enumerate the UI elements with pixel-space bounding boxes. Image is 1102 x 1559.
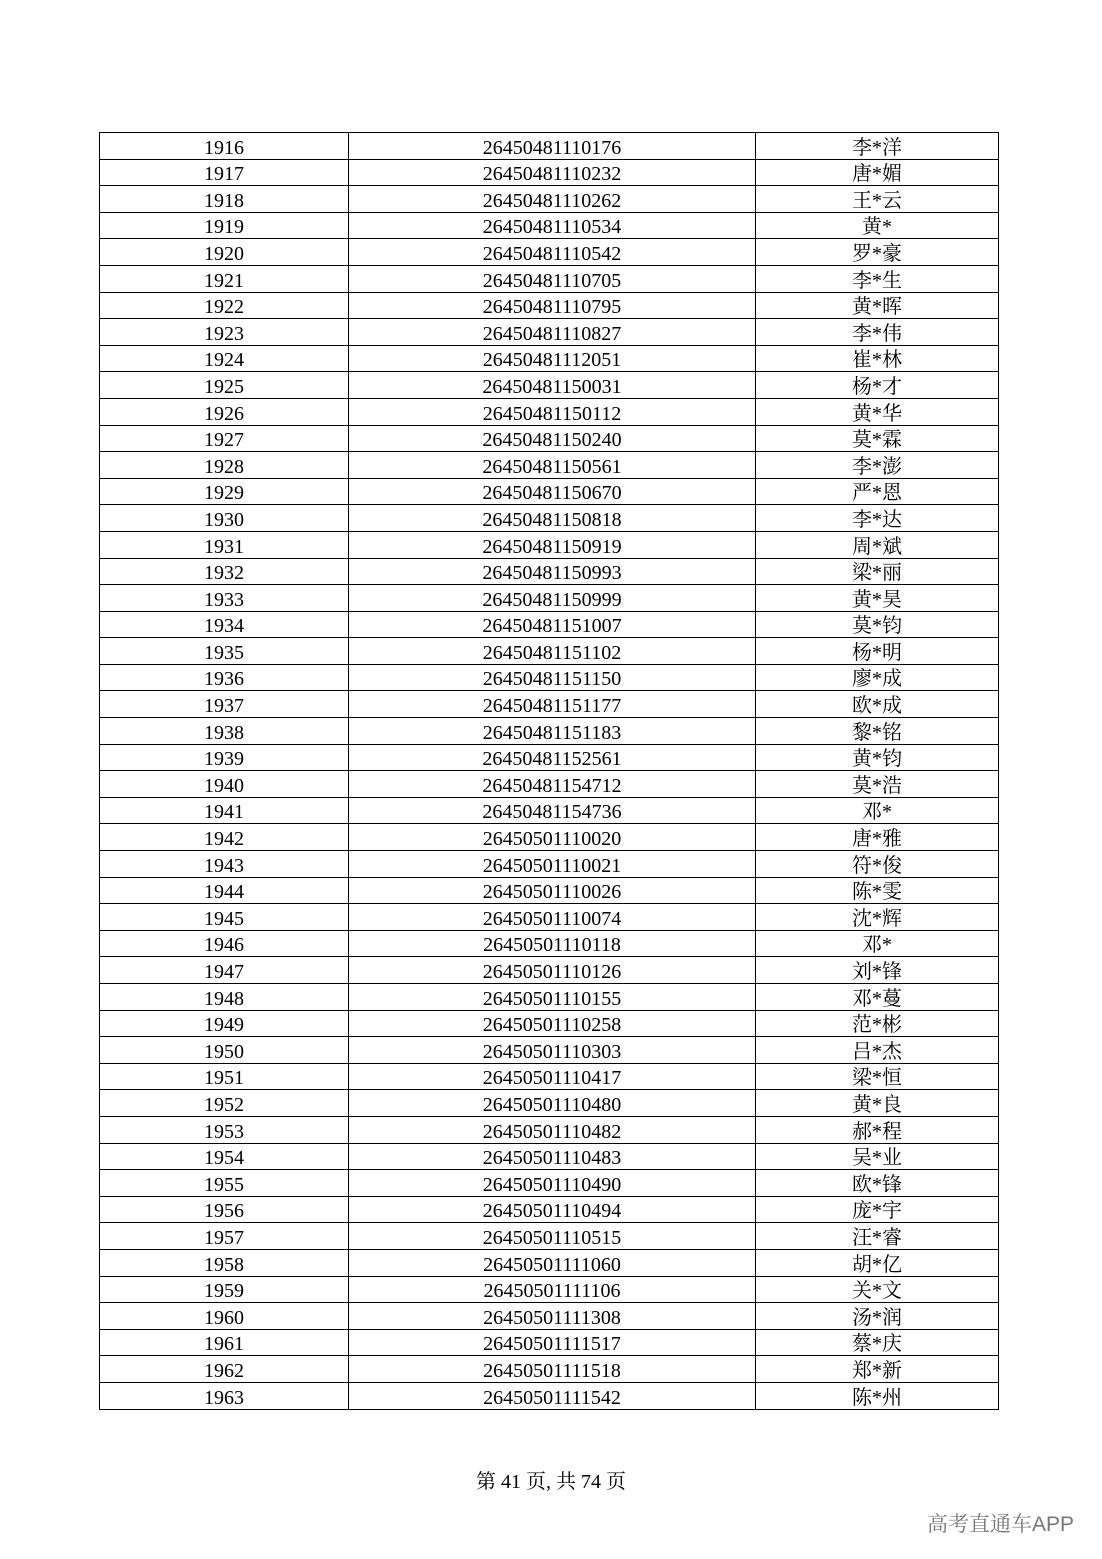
exam-number-cell: 26450501110482	[349, 1116, 756, 1143]
name-cell: 黄*	[756, 212, 999, 239]
serial-number-cell: 1919	[100, 212, 349, 239]
table-row	[100, 824, 999, 851]
exam-number-cell: 26450501110417	[349, 1063, 756, 1090]
serial-number-cell: 1959	[100, 1276, 349, 1303]
name-cell: 梁*丽	[756, 558, 999, 585]
table-row	[100, 691, 999, 718]
name-cell: 莫*浩	[756, 771, 999, 798]
serial-number-cell: 1921	[100, 265, 349, 292]
exam-number-cell: 26450481150031	[349, 372, 756, 399]
name-cell: 王*云	[756, 186, 999, 213]
name-cell: 李*伟	[756, 319, 999, 346]
table-row	[100, 585, 999, 612]
exam-number-cell: 26450501111542	[349, 1382, 756, 1409]
serial-number-cell: 1941	[100, 797, 349, 824]
name-cell: 吴*业	[756, 1143, 999, 1170]
table-row	[100, 531, 999, 558]
name-cell: 郑*新	[756, 1356, 999, 1383]
serial-number-cell: 1961	[100, 1329, 349, 1356]
table-row	[100, 1196, 999, 1223]
name-cell: 欧*成	[756, 691, 999, 718]
serial-number-cell: 1922	[100, 292, 349, 319]
serial-number-cell: 1936	[100, 664, 349, 691]
table-row	[100, 1356, 999, 1383]
serial-number-cell: 1963	[100, 1382, 349, 1409]
name-cell: 沈*辉	[756, 904, 999, 931]
table-row	[100, 1063, 999, 1090]
table-row	[100, 1116, 999, 1143]
name-cell: 廖*成	[756, 664, 999, 691]
serial-number-cell: 1932	[100, 558, 349, 585]
serial-number-cell: 1940	[100, 771, 349, 798]
table-row	[100, 1090, 999, 1117]
table-row	[100, 797, 999, 824]
name-cell: 陈*雯	[756, 877, 999, 904]
page-footer	[0, 1465, 1102, 1494]
exam-number-cell: 26450481152561	[349, 744, 756, 771]
name-cell: 邓*蔓	[756, 984, 999, 1011]
serial-number-cell: 1916	[100, 133, 349, 160]
table-row	[100, 452, 999, 479]
exam-number-cell: 26450501110515	[349, 1223, 756, 1250]
name-cell: 李*生	[756, 265, 999, 292]
exam-number-cell: 26450481151150	[349, 664, 756, 691]
table-row	[100, 1010, 999, 1037]
table-row	[100, 1249, 999, 1276]
name-cell: 陈*州	[756, 1382, 999, 1409]
serial-number-cell: 1955	[100, 1170, 349, 1197]
name-cell: 莫*霖	[756, 425, 999, 452]
table-row	[100, 851, 999, 878]
name-cell: 关*文	[756, 1276, 999, 1303]
exam-number-cell: 26450501111517	[349, 1329, 756, 1356]
table-row	[100, 1382, 999, 1409]
exam-number-cell: 26450501110126	[349, 957, 756, 984]
serial-number-cell: 1929	[100, 478, 349, 505]
serial-number-cell: 1935	[100, 638, 349, 665]
exam-number-cell: 26450501110490	[349, 1170, 756, 1197]
serial-number-cell: 1918	[100, 186, 349, 213]
exam-number-cell: 26450501110303	[349, 1037, 756, 1064]
exam-number-cell: 26450481150670	[349, 478, 756, 505]
name-cell: 唐*媚	[756, 159, 999, 186]
name-cell: 汪*睿	[756, 1223, 999, 1250]
exam-number-cell: 26450501110118	[349, 930, 756, 957]
name-cell: 黎*铭	[756, 718, 999, 745]
exam-number-cell: 26450481150112	[349, 398, 756, 425]
name-cell: 郝*程	[756, 1116, 999, 1143]
exam-number-cell: 26450501110494	[349, 1196, 756, 1223]
serial-number-cell: 1939	[100, 744, 349, 771]
table-row	[100, 984, 999, 1011]
serial-number-cell: 1960	[100, 1303, 349, 1330]
admission-roster-table	[99, 132, 999, 1410]
page-number-text: 第 41 页, 共 74 页	[476, 1471, 626, 1493]
table-row	[100, 1037, 999, 1064]
table-row	[100, 1276, 999, 1303]
exam-number-cell: 26450501111060	[349, 1249, 756, 1276]
exam-number-cell: 26450481110176	[349, 133, 756, 160]
table-row	[100, 239, 999, 266]
name-cell: 杨*明	[756, 638, 999, 665]
name-cell: 符*俊	[756, 851, 999, 878]
name-cell: 梁*恒	[756, 1063, 999, 1090]
serial-number-cell: 1949	[100, 1010, 349, 1037]
exam-number-cell: 26450481110262	[349, 186, 756, 213]
name-cell: 罗*豪	[756, 239, 999, 266]
table-row	[100, 319, 999, 346]
exam-number-cell: 26450481150561	[349, 452, 756, 479]
serial-number-cell: 1925	[100, 372, 349, 399]
serial-number-cell: 1957	[100, 1223, 349, 1250]
exam-number-cell: 26450501110026	[349, 877, 756, 904]
name-cell: 吕*杰	[756, 1037, 999, 1064]
exam-number-cell: 26450481150240	[349, 425, 756, 452]
serial-number-cell: 1942	[100, 824, 349, 851]
serial-number-cell: 1952	[100, 1090, 349, 1117]
serial-number-cell: 1954	[100, 1143, 349, 1170]
name-cell: 蔡*庆	[756, 1329, 999, 1356]
name-cell: 李*澎	[756, 452, 999, 479]
name-cell: 李*达	[756, 505, 999, 532]
exam-number-cell: 26450481151177	[349, 691, 756, 718]
table-row	[100, 877, 999, 904]
serial-number-cell: 1933	[100, 585, 349, 612]
exam-number-cell: 26450481154736	[349, 797, 756, 824]
name-cell: 黄*晖	[756, 292, 999, 319]
serial-number-cell: 1945	[100, 904, 349, 931]
table-row	[100, 611, 999, 638]
name-cell: 唐*雅	[756, 824, 999, 851]
exam-number-cell: 26450501111518	[349, 1356, 756, 1383]
name-cell: 黄*华	[756, 398, 999, 425]
exam-number-cell: 26450481110542	[349, 239, 756, 266]
exam-number-cell: 26450481151183	[349, 718, 756, 745]
exam-number-cell: 26450481151007	[349, 611, 756, 638]
exam-number-cell: 26450481110705	[349, 265, 756, 292]
table-row	[100, 505, 999, 532]
exam-number-cell: 26450501110480	[349, 1090, 756, 1117]
exam-number-cell: 26450501110155	[349, 984, 756, 1011]
exam-number-cell: 26450481110534	[349, 212, 756, 239]
serial-number-cell: 1946	[100, 930, 349, 957]
serial-number-cell: 1923	[100, 319, 349, 346]
exam-number-cell: 26450481112051	[349, 345, 756, 372]
exam-number-cell: 26450481110827	[349, 319, 756, 346]
table-row	[100, 398, 999, 425]
table-row	[100, 478, 999, 505]
name-cell: 邓*	[756, 930, 999, 957]
serial-number-cell: 1950	[100, 1037, 349, 1064]
table-row	[100, 345, 999, 372]
serial-number-cell: 1947	[100, 957, 349, 984]
exam-number-cell: 26450481150919	[349, 531, 756, 558]
exam-number-cell: 26450481150999	[349, 585, 756, 612]
name-cell: 莫*钧	[756, 611, 999, 638]
exam-number-cell: 26450501110483	[349, 1143, 756, 1170]
name-cell: 黄*昊	[756, 585, 999, 612]
serial-number-cell: 1930	[100, 505, 349, 532]
exam-number-cell: 26450481154712	[349, 771, 756, 798]
name-cell: 范*彬	[756, 1010, 999, 1037]
serial-number-cell: 1927	[100, 425, 349, 452]
name-cell: 庞*宇	[756, 1196, 999, 1223]
serial-number-cell: 1953	[100, 1116, 349, 1143]
exam-number-cell: 26450481150993	[349, 558, 756, 585]
table-row	[100, 372, 999, 399]
name-cell: 周*斌	[756, 531, 999, 558]
table-row	[100, 1329, 999, 1356]
serial-number-cell: 1956	[100, 1196, 349, 1223]
serial-number-cell: 1937	[100, 691, 349, 718]
exam-number-cell: 26450481110232	[349, 159, 756, 186]
serial-number-cell: 1931	[100, 531, 349, 558]
name-cell: 邓*	[756, 797, 999, 824]
table-row	[100, 1170, 999, 1197]
serial-number-cell: 1938	[100, 718, 349, 745]
name-cell: 崔*林	[756, 345, 999, 372]
table-row	[100, 186, 999, 213]
serial-number-cell: 1958	[100, 1249, 349, 1276]
exam-number-cell: 26450501110020	[349, 824, 756, 851]
serial-number-cell: 1917	[100, 159, 349, 186]
serial-number-cell: 1928	[100, 452, 349, 479]
table-row	[100, 718, 999, 745]
table-row	[100, 957, 999, 984]
name-cell: 李*洋	[756, 133, 999, 160]
exam-number-cell: 26450481150818	[349, 505, 756, 532]
table-row	[100, 1143, 999, 1170]
exam-number-cell: 26450501111308	[349, 1303, 756, 1330]
serial-number-cell: 1962	[100, 1356, 349, 1383]
serial-number-cell: 1944	[100, 877, 349, 904]
exam-number-cell: 26450501111106	[349, 1276, 756, 1303]
table-row	[100, 292, 999, 319]
table-row	[100, 638, 999, 665]
serial-number-cell: 1951	[100, 1063, 349, 1090]
name-cell: 杨*才	[756, 372, 999, 399]
table-row	[100, 558, 999, 585]
table-row	[100, 771, 999, 798]
name-cell: 严*恩	[756, 478, 999, 505]
exam-number-cell: 26450481110795	[349, 292, 756, 319]
table-row	[100, 212, 999, 239]
serial-number-cell: 1934	[100, 611, 349, 638]
exam-number-cell: 26450501110258	[349, 1010, 756, 1037]
serial-number-cell: 1948	[100, 984, 349, 1011]
name-cell: 黄*良	[756, 1090, 999, 1117]
serial-number-cell: 1943	[100, 851, 349, 878]
table-row	[100, 133, 999, 160]
table-row	[100, 1303, 999, 1330]
table-row	[100, 744, 999, 771]
name-cell: 欧*锋	[756, 1170, 999, 1197]
serial-number-cell: 1920	[100, 239, 349, 266]
name-cell: 黄*钧	[756, 744, 999, 771]
table-row	[100, 159, 999, 186]
name-cell: 刘*锋	[756, 957, 999, 984]
exam-number-cell: 26450501110074	[349, 904, 756, 931]
table-row	[100, 904, 999, 931]
table-row	[100, 664, 999, 691]
serial-number-cell: 1924	[100, 345, 349, 372]
exam-number-cell: 26450501110021	[349, 851, 756, 878]
roster-table-body	[100, 133, 999, 1410]
table-row	[100, 1223, 999, 1250]
serial-number-cell: 1926	[100, 398, 349, 425]
app-watermark: 高考直通车APP	[926, 1513, 1074, 1536]
table-row	[100, 425, 999, 452]
table-row	[100, 265, 999, 292]
name-cell: 胡*亿	[756, 1249, 999, 1276]
exam-number-cell: 26450481151102	[349, 638, 756, 665]
name-cell: 汤*润	[756, 1303, 999, 1330]
table-row	[100, 930, 999, 957]
